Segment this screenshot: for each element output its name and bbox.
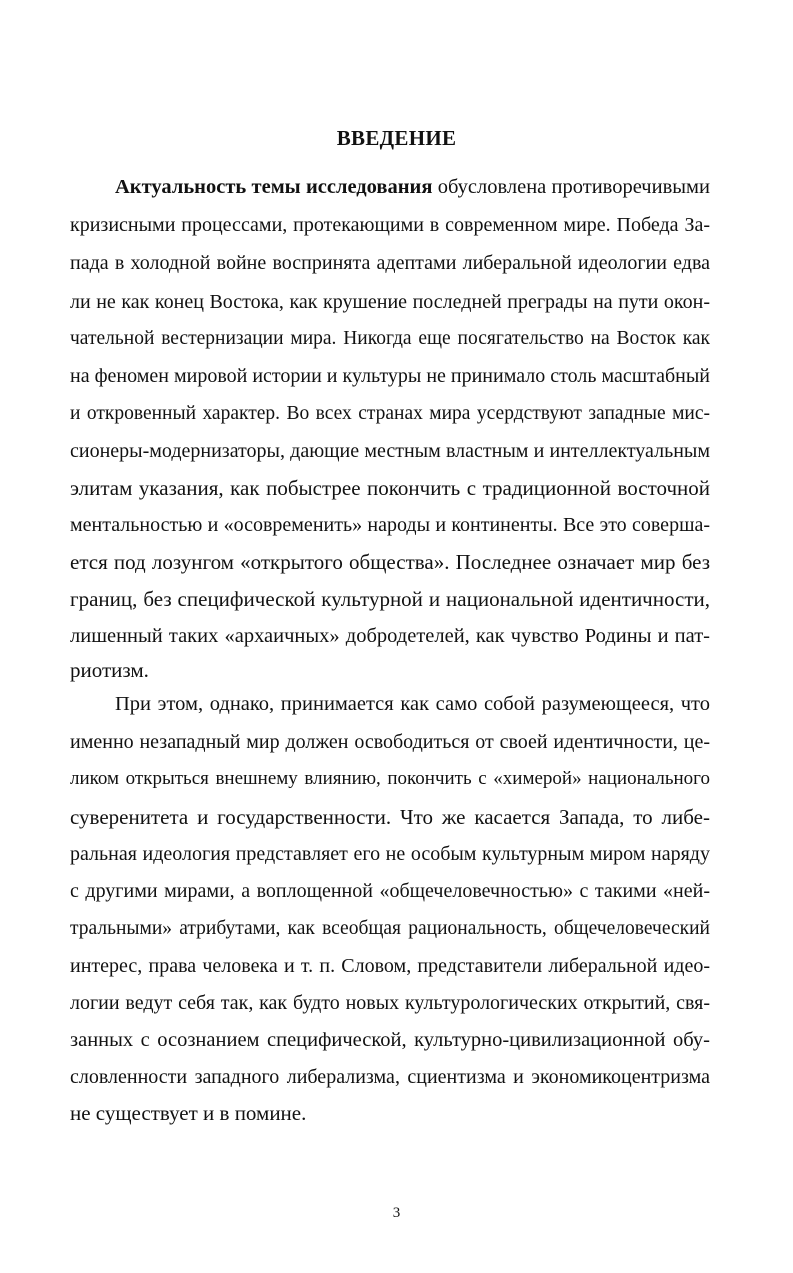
paragraph-line: ментальностью и «осовременить» народы и континенты. Все это соверша- [70, 514, 710, 536]
paragraph-line: ли не как конец Востока, как крушение последней преграды на пути окон- [70, 291, 710, 313]
paragraph-line: элитам указания, как побыстрее покончить с традиционной восточной [70, 476, 710, 500]
paragraph-2-line-1: При этом, однако, принимается как само собой разумеющееся, что [115, 693, 710, 715]
paragraph-line: ется под лозунгом «открытого общества». Последнее означает мир без [70, 550, 710, 574]
paragraph-line: ликом открыться внешнему влиянию, покончить с «химерой» национального [70, 768, 710, 789]
lead-phrase: Актуальность темы исследования [115, 176, 433, 198]
paragraph-line: лишенный таких «архаичных» добродетелей, как чувство Родины и пат- [70, 625, 710, 647]
paragraph-line: интерес, права человека и т. п. Словом, представители либеральной идео- [70, 955, 710, 977]
paragraph-line: занных с осознанием специфической, культурно-цивилизационной обу- [70, 1029, 710, 1051]
paragraph-line: на феномен мировой истории и культуры не принимало столь масштабный [70, 365, 711, 387]
paragraph-line: сионеры-модернизаторы, дающие местным властным и интеллектуальным [70, 440, 710, 462]
paragraph-line: логии ведут себя так, как будто новых культурологических открытий, свя- [70, 992, 710, 1014]
paragraph-line: границ, без специфической культурной и национальной идентичности, [70, 587, 710, 611]
paragraph-line: чательной вестернизации мира. Никогда еще посягательство на Восток как [70, 328, 710, 349]
page-number: 3 [392, 1205, 401, 1221]
page-title: ВВЕДЕНИЕ [336, 126, 457, 150]
paragraph-text: обусловлена противоречивыми [432, 176, 710, 198]
paragraph-line: словленности западного либерализма, сциентизма и экономикоцентризма [70, 1066, 710, 1088]
paragraph-line: суверенитета и государственности. Что же касается Запада, то либе- [70, 805, 710, 829]
paragraph-line: именно незападный мир должен освободиться от своей идентичности, це- [70, 731, 710, 753]
paragraph-line: пада в холодной войне воспринята адептами либеральной идеологии едва [70, 252, 710, 274]
paragraph-line: риотизм. [70, 658, 149, 682]
paragraph-line: и откровенный характер. Во всех странах мира усердствуют западные мис- [70, 403, 710, 424]
paragraph-line: тральными» атрибутами, как всеобщая рациональность, общечеловеческий [70, 918, 710, 939]
paragraph-line: с другими мирами, а воплощенной «общечеловечностью» с такими «ней- [70, 880, 710, 902]
paragraph-1-line-1 [115, 173, 710, 201]
paragraph-line: кризисными процессами, протекающими в современном мире. Победа За- [70, 214, 710, 236]
paragraph-line: не существует и в помине. [70, 1101, 307, 1125]
paragraph-line: ральная идеология представляет его не особым культурным миром наряду [70, 843, 710, 865]
